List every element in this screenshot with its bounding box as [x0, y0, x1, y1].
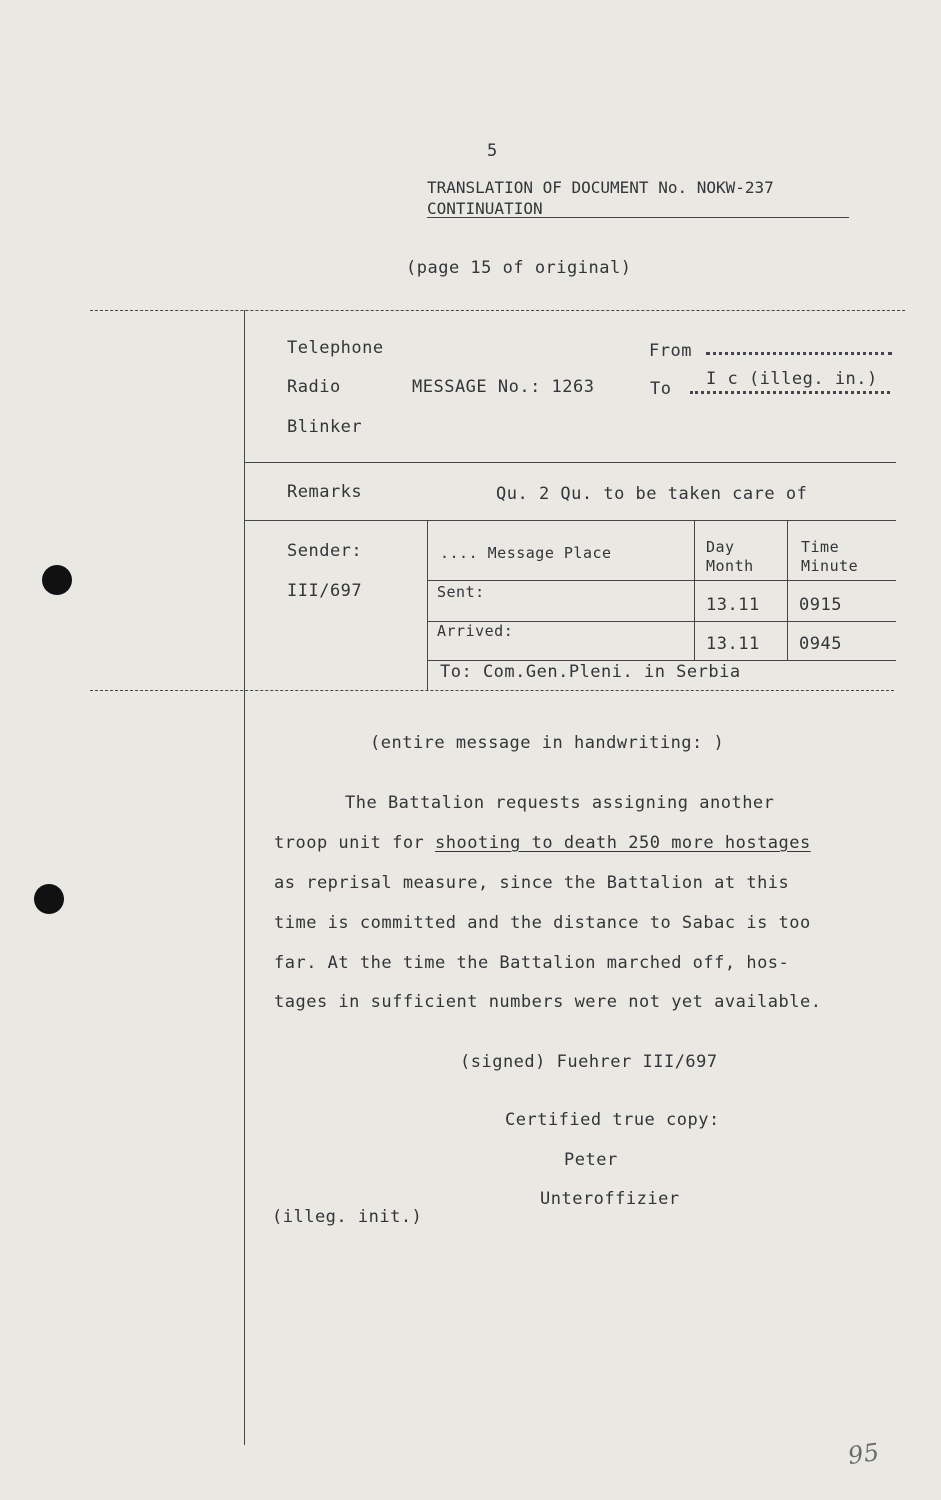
- handwriting-note: (entire message in handwriting: ): [370, 733, 725, 753]
- col-minute: Minute: [801, 557, 859, 575]
- table-col-divider-time: [787, 520, 788, 660]
- col-message-place: .... Message Place: [440, 544, 612, 562]
- body-line-3: as reprisal measure, since the Battalion at this: [274, 873, 790, 893]
- message-number: MESSAGE No.: 1263: [412, 377, 595, 397]
- illegible-initials: (illeg. init.): [272, 1207, 423, 1227]
- arrived-time: 0945: [799, 634, 842, 654]
- col-time: Time: [801, 538, 840, 556]
- punch-hole-bottom: [34, 884, 64, 914]
- form-divider-remarks: [244, 520, 896, 521]
- document-title: TRANSLATION OF DOCUMENT No. NOKW-237: [427, 178, 774, 197]
- table-left-border: [427, 520, 428, 690]
- body-line-4: time is committed and the distance to Sabac is too: [274, 913, 811, 933]
- certifier-name: Peter: [564, 1150, 618, 1170]
- form-top-border: [90, 310, 905, 311]
- body-line-6: tages in sufficient numbers were not yet available.: [274, 992, 822, 1012]
- table-row-line-3: [427, 660, 896, 661]
- certifier-rank: Unteroffizier: [540, 1189, 680, 1209]
- sent-time: 0915: [799, 595, 842, 615]
- to-value: I c (illeg. in.): [706, 369, 878, 389]
- table-row-line-1: [427, 580, 896, 581]
- document-subtitle: CONTINUATION: [427, 199, 543, 218]
- body-line-1: The Battalion requests assigning another: [345, 793, 775, 813]
- page-number: 5: [487, 141, 498, 161]
- to-label: To: [650, 379, 672, 399]
- type-telephone: Telephone: [287, 338, 384, 358]
- col-month: Month: [706, 557, 754, 575]
- margin-page-mark: 95: [846, 1437, 882, 1471]
- to-dotted-line: [690, 391, 890, 394]
- remarks-label: Remarks: [287, 482, 363, 502]
- form-bottom-border: [90, 690, 894, 691]
- arrived-label: Arrived:: [437, 622, 514, 640]
- underlined-phrase: shooting to death 250 more hostages: [435, 833, 811, 853]
- from-label: From: [649, 341, 692, 361]
- sender-label: Sender:: [287, 541, 363, 561]
- sent-label: Sent:: [437, 583, 485, 601]
- to-recipient-row: To: Com.Gen.Pleni. in Serbia: [440, 662, 741, 682]
- body-line-2-text: troop unit for: [274, 833, 436, 853]
- sent-day-month: 13.11: [706, 595, 760, 615]
- sender-value: III/697: [287, 581, 363, 601]
- form-left-border: [244, 310, 245, 1445]
- from-dotted-line: [706, 352, 892, 355]
- col-day: Day: [706, 538, 735, 556]
- body-line-2: [274, 833, 811, 853]
- title-underline: [427, 217, 849, 218]
- arrived-day-month: 13.11: [706, 634, 760, 654]
- table-col-divider-day: [694, 520, 695, 660]
- remarks-value: Qu. 2 Qu. to be taken care of: [496, 484, 808, 504]
- type-blinker: Blinker: [287, 417, 363, 437]
- form-divider-header: [244, 462, 896, 463]
- page-reference: (page 15 of original): [406, 258, 632, 278]
- signed-line: (signed) Fuehrer III/697: [460, 1052, 718, 1072]
- body-line-5: far. At the time the Battalion marched off, hos-: [274, 953, 790, 973]
- punch-hole-top: [42, 565, 72, 595]
- type-radio: Radio: [287, 377, 341, 397]
- certified-line: Certified true copy:: [505, 1110, 720, 1130]
